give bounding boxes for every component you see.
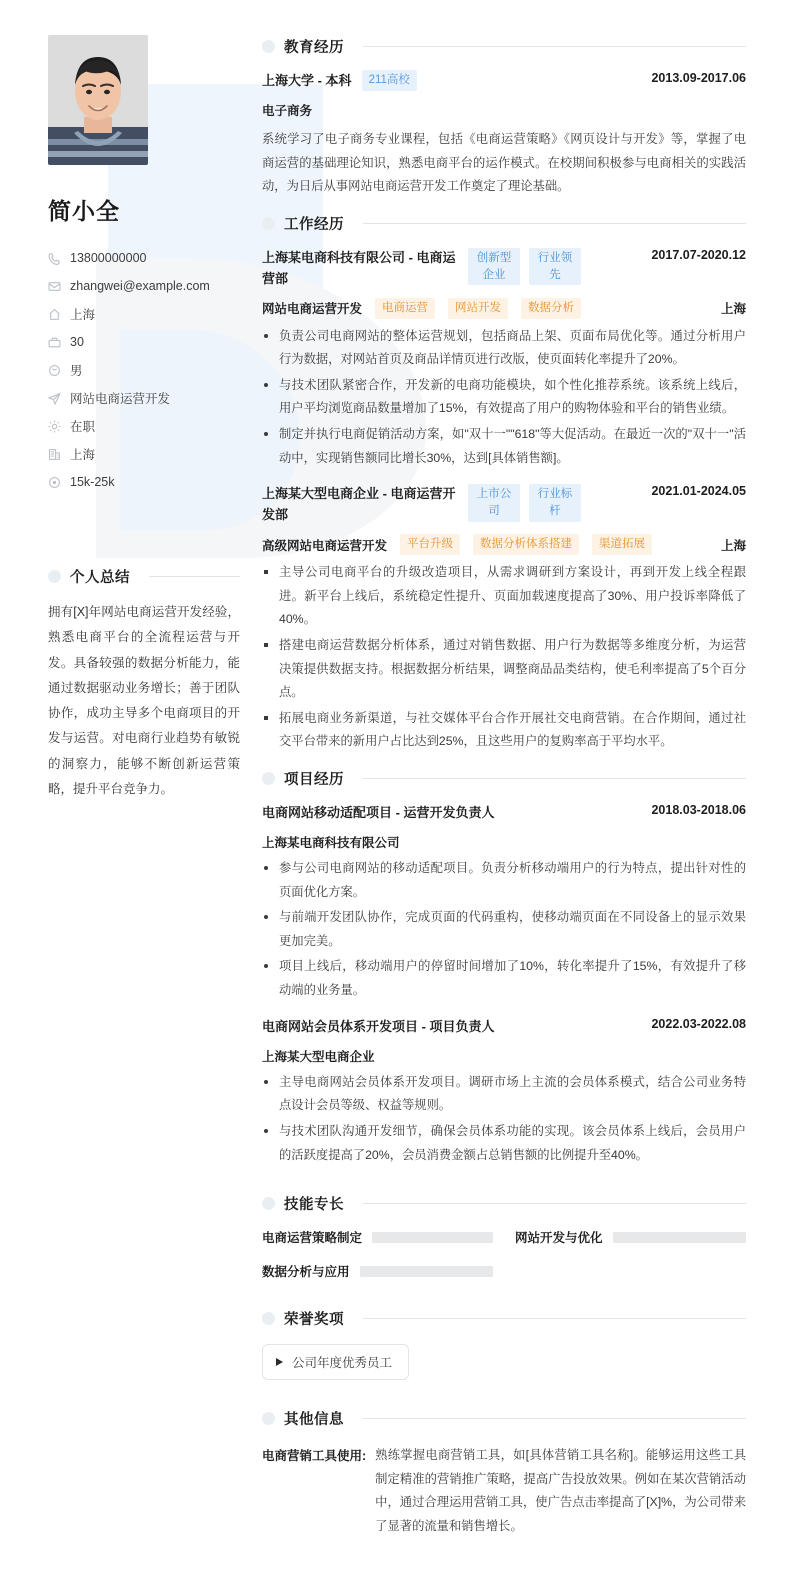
divider [363, 778, 746, 779]
list-item: 主导公司电商平台的升级改造项目，从需求调研到方案设计，再到开发上线全程跟进。新平台上线后，系统稳定性提升、页面加载速度提高了30%、用户投诉率降低了40%。 [262, 561, 746, 632]
skill-row [515, 1228, 746, 1246]
play-triangle-icon [276, 1358, 283, 1366]
award-chip[interactable] [262, 1344, 409, 1380]
contact-work-city [48, 440, 240, 468]
contact-value: 在职 [70, 420, 96, 434]
work-date: 2021.01-2024.05 [651, 484, 746, 499]
project-company: 上海某电商科技有限公司 [262, 835, 400, 850]
section-awards [262, 1308, 746, 1380]
gender-icon [48, 364, 61, 377]
work-entry [262, 483, 746, 754]
work-bullets [262, 561, 746, 754]
section-other-info [262, 1408, 746, 1538]
company-tag: 创新型企业 [468, 248, 520, 285]
skills-grid-spacer [515, 1262, 746, 1280]
page-title: 简小全 [48, 198, 120, 224]
other-info-label: 电商营销工具使用: [262, 1449, 367, 1464]
education-description: 系统学习了电子商务专业课程，包括《电商运营策略》《网页设计与开发》等，掌握了电商运营的基础理论知识，熟悉电商平台的运作模式。在校期间积极参与电商相关的实践活动，为日后从事网站电商运营开发工作奠定了理论基础。 [262, 132, 746, 194]
education-entry [262, 70, 746, 199]
job-title: 高级网站电商运营开发 [262, 538, 388, 553]
list-item: 搭建电商运营数据分析体系，通过对销售数据、用户行为数据等多维度分析，为运营决策提供数据支持。根据数据分析结果，调整商品品类结构，使毛利率提高了5个百分点。 [262, 634, 746, 705]
school-tag: 211高校 [362, 70, 417, 91]
work-entry [262, 247, 746, 470]
section-title: 项目经历 [284, 771, 344, 788]
project-entry-header [262, 1016, 746, 1037]
skill-progress-bar [613, 1232, 746, 1243]
company-tags [468, 247, 581, 285]
contact-phone [48, 244, 240, 272]
section-title: 技能专长 [284, 1197, 344, 1214]
company-tag: 上市公司 [468, 484, 520, 521]
avatar [48, 35, 148, 165]
section-title: 其他信息 [284, 1412, 344, 1429]
section-projects [262, 768, 746, 1167]
contact-gender [48, 356, 240, 384]
contact-value: 上海 [70, 308, 96, 322]
job-skill-tag: 网站开发 [448, 298, 508, 319]
work-section-header [262, 213, 746, 234]
work-role-row [262, 298, 746, 319]
envelope-icon [48, 280, 61, 293]
project-bullets [262, 1071, 746, 1167]
contact-email [48, 272, 240, 300]
company-name: 上海某电商科技有限公司 - 电商运营部 [262, 249, 456, 286]
section-bullet-icon [262, 217, 275, 230]
section-title: 教育经历 [284, 40, 344, 56]
contact-value: zhangwei@example.com [70, 279, 210, 293]
job-skill-tags [375, 298, 581, 319]
work-date: 2017.07-2020.12 [651, 247, 746, 262]
divider [363, 1318, 746, 1319]
section-title: 荣誉奖项 [284, 1312, 344, 1329]
work-entry-header [262, 247, 746, 289]
section-skills [262, 1193, 746, 1280]
company-tag: 行业领先 [529, 248, 581, 285]
section-summary [48, 566, 240, 802]
skill-progress-bar [360, 1266, 493, 1277]
awards-section-header [262, 1308, 746, 1329]
list-item: 与技术团队紧密合作，开发新的电商功能模块，如个性化推荐系统。该系统上线后，用户平均浏览商品数量增加了15%，有效提高了用户的购物体验和平台的销售业绩。 [262, 374, 746, 421]
briefcase-icon [48, 336, 61, 349]
contact-city [48, 300, 240, 328]
job-skill-tags [400, 534, 652, 555]
home-icon [48, 308, 61, 321]
project-name: 电商网站会员体系开发项目 - 项目负责人 [262, 1018, 495, 1034]
section-title: 工作经历 [284, 216, 344, 233]
company-tag: 行业标杆 [529, 484, 581, 521]
divider [363, 1203, 746, 1204]
section-bullet-icon [262, 772, 275, 785]
project-date: 2022.03-2022.08 [651, 1016, 746, 1031]
skill-label: 网站开发与优化 [515, 1231, 603, 1246]
job-skill-tag: 渠道拓展 [592, 534, 652, 555]
section-bullet-icon [262, 1197, 275, 1210]
list-item: 与技术团队沟通开发细节，确保会员体系功能的实现。该会员体系上线后，会员用户的活跃度提高了20%，会员消费金额占总销售额的比例提升至40%。 [262, 1120, 746, 1167]
skill-label: 电商运营策略制定 [262, 1231, 363, 1246]
contact-value: 13800000000 [70, 251, 147, 265]
contact-value: 男 [70, 364, 83, 378]
contact-age [48, 328, 240, 356]
skills-section-header [262, 1193, 746, 1214]
sidebar [0, 0, 262, 1583]
contact-list [48, 244, 240, 496]
section-work [262, 213, 746, 754]
work-location: 上海 [720, 538, 746, 553]
list-item: 与前端开发团队协作，完成页面的代码重构，使移动端页面在不同设备上的显示效果更加完美。 [262, 906, 746, 953]
education-major: 电子商务 [262, 104, 313, 119]
section-title: 个人总结 [70, 570, 130, 586]
other-section-header [262, 1408, 746, 1429]
work-role-row [262, 534, 746, 555]
skill-label: 数据分析与应用 [262, 1265, 350, 1280]
job-title: 网站电商运营开发 [262, 302, 363, 317]
skill-row [262, 1228, 493, 1246]
divider [363, 46, 746, 47]
list-item: 参与公司电商网站的移动适配项目。负责分析移动端用户的行为特点，提出针对性的页面优化方案。 [262, 857, 746, 904]
award-list [262, 1344, 746, 1380]
project-entry-header [262, 802, 746, 823]
divider [363, 223, 746, 224]
other-info-text: 熟练掌握电商营销工具，如[具体营销工具名称]。能够运用这些工具制定精准的营销推广策略，提高广告投放效果。例如在某次营销活动中，通过合理运用营销工具，使广告点击率提高了[X]%，为公司带来了显著的流量和销售增长。 [375, 1448, 746, 1533]
project-date: 2018.03-2018.06 [651, 802, 746, 817]
job-skill-tag: 平台升级 [400, 534, 460, 555]
list-item: 负责公司电商网站的整体运营规划，包括商品上架、页面布局优化等。通过分析用户行为数据，对网站首页及商品详情页进行改版，使页面转化率提升了20%。 [262, 325, 746, 372]
project-company: 上海某大型电商企业 [262, 1049, 375, 1064]
job-skill-tag: 数据分析 [521, 298, 581, 319]
education-section-header [262, 36, 746, 57]
list-item: 主导电商网站会员体系开发项目。调研市场上主流的会员体系模式，结合公司业务特点设计会员等级、权益等规则。 [262, 1071, 746, 1118]
work-entry-header [262, 483, 746, 525]
gear-icon [48, 420, 61, 433]
project-entry [262, 802, 746, 1003]
project-name: 电商网站移动适配项目 - 运营开发负责人 [262, 804, 495, 820]
section-bullet-icon [262, 1312, 275, 1325]
school-name: 上海大学 - 本科 [262, 73, 352, 88]
contact-value: 15k-25k [70, 475, 115, 489]
company-tags [468, 483, 581, 521]
skills-grid [262, 1228, 746, 1280]
contact-position [48, 384, 240, 412]
list-item: 制定并执行电商促销活动方案，如"双十一""618"等大促活动。在最近一次的"双十一"活动中，实现销售额同比增长30%，达到[具体销售额]。 [262, 423, 746, 470]
projects-section-header [262, 768, 746, 789]
list-item: 项目上线后，移动端用户的停留时间增加了10%，转化率提升了15%，有效提升了移动端的业务量。 [262, 955, 746, 1002]
education-date: 2013.09-2017.06 [651, 71, 746, 85]
contact-value: 上海 [70, 448, 96, 462]
summary-section-header [48, 566, 240, 587]
contact-salary [48, 468, 240, 496]
divider [363, 1418, 746, 1419]
award-label: 公司年度优秀员工 [292, 1356, 393, 1371]
job-skill-tag: 电商运营 [375, 298, 435, 319]
contact-value: 30 [70, 335, 84, 349]
section-education [262, 36, 746, 199]
coin-icon [48, 476, 61, 489]
phone-icon [48, 252, 61, 265]
contact-value: 网站电商运营开发 [70, 392, 171, 406]
portrait-photo-icon [48, 35, 148, 165]
paper-plane-icon [48, 392, 61, 405]
section-bullet-icon [262, 1412, 275, 1425]
other-info-row [262, 1444, 746, 1538]
section-bullet-icon [262, 40, 275, 53]
skill-progress-bar [372, 1232, 493, 1243]
list-item: 拓展电商业务新渠道，与社交媒体平台合作开展社交电商营销。在合作期间，通过社交平台带来的新用户占比达到25%，且这些用户的复购率高于平均水平。 [262, 707, 746, 754]
education-entry-header [262, 70, 746, 91]
project-bullets [262, 857, 746, 1003]
contact-status [48, 412, 240, 440]
divider [149, 576, 240, 577]
main-column [262, 0, 794, 1583]
building-icon [48, 448, 61, 461]
skill-row [262, 1262, 493, 1280]
work-bullets [262, 325, 746, 471]
project-entry [262, 1016, 746, 1167]
work-location: 上海 [720, 302, 746, 317]
section-bullet-icon [48, 570, 61, 583]
company-name: 上海某大型电商企业 - 电商运营开发部 [262, 486, 456, 523]
job-skill-tag: 数据分析体系搭建 [473, 534, 579, 555]
summary-text: 拥有[X]年网站电商运营开发经验，熟悉电商平台的全流程运营与开发。具备较强的数据分析能力，能通过数据驱动业务增长；善于团队协作，成功主导多个电商项目的开发与运营。对电商行业趋势有敏锐的洞察力，能够不断创新运营策略，提升平台竞争力。 [48, 605, 240, 796]
